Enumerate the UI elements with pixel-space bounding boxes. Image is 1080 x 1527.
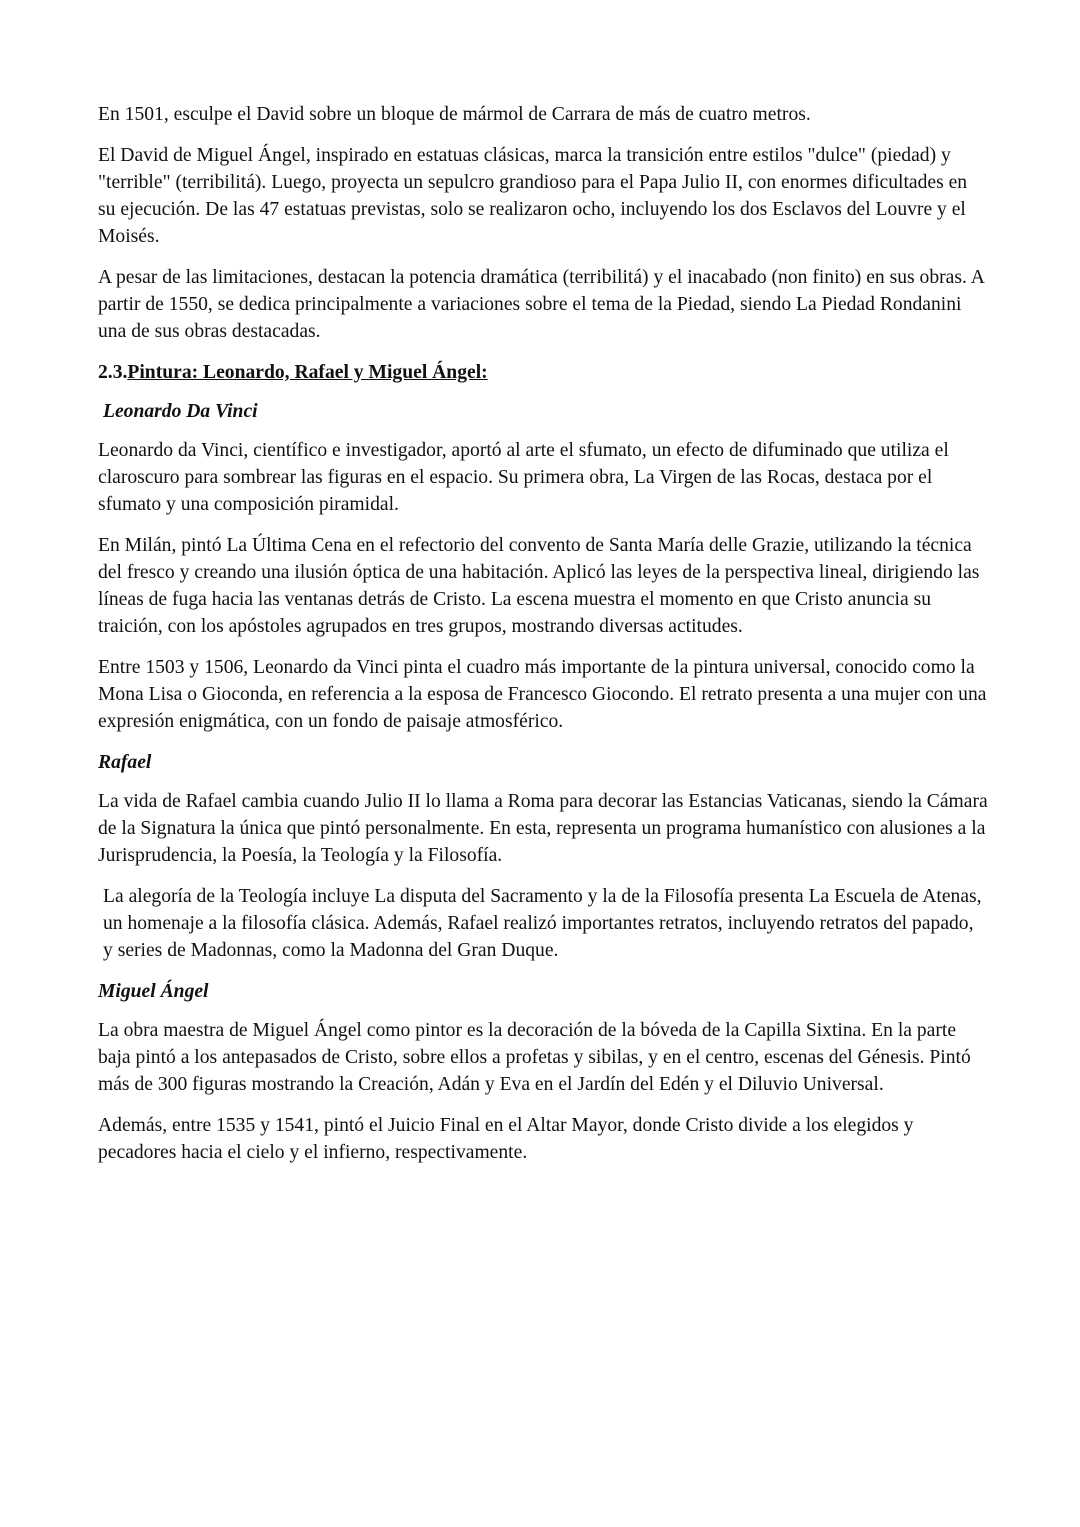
document-page [98,101,988,1180]
paragraph-leonardo-ultima-cena: En Milán, pintó La Última Cena en el refectorio del convento de Santa María delle Grazie, utilizando la técnica del fresco y creando una ilusión óptica de una habitación. Aplicó las leyes de la perspectiva lineal, dirigiendo las líneas de fuga hacia las ventanas detrás de Cristo. La escena muestra el momento en que Cristo anuncia su traición, con los apóstoles agrupados en tres grupos, mostrando diversas actitudes. [98,535,980,637]
section-heading [98,359,988,386]
section-number: 2.3. [98,362,128,383]
paragraph-rafael-estancias: La vida de Rafael cambia cuando Julio II lo llama a Roma para decorar las Estancias Vaticanas, siendo la Cámara de la Signatura la única que pintó personalmente. En esta, representa un programa humanístico con alusiones a la Jurisprudencia, la Poesía, la Teología y la Filosofía. [98,791,988,866]
section-title: Pintura: Leonardo, Rafael y Miguel Ángel: [127,362,488,383]
paragraph-rafael-alegoria: La alegoría de la Teología incluye La disputa del Sacramento y la de la Filosofía presenta La Escuela de Atenas, un homenaje a la filosofía clásica. Además, Rafael realizó importantes retratos, incluyendo retratos del papado, y series de Madonnas, como la Madonna del Gran Duque. [103,886,982,961]
paragraph-david-1501: En 1501, esculpe el David sobre un bloque de mármol de Carrara de más de cuatro metros. [98,104,811,125]
heading-leonardo: Leonardo Da Vinci [103,401,258,422]
paragraph-limitations: A pesar de las limitaciones, destacan la potencia dramática (terribilitá) y el inacabado (non finito) en sus obras. A partir de 1550, se dedica principalmente a variaciones sobre el tema de la Piedad, siendo La Piedad Rondanini una de sus obras destacadas. [98,267,984,342]
paragraph-miguel-juicio-final: Además, entre 1535 y 1541, pintó el Juicio Final en el Altar Mayor, donde Cristo divide a los elegidos y pecadores hacia el cielo y el infierno, respectivamente. [98,1115,914,1163]
paragraph-miguel-sixtina: La obra maestra de Miguel Ángel como pintor es la decoración de la bóveda de la Capilla Sixtina. En la parte baja pintó a los antepasados de Cristo, sobre ellos a profetas y sibilas, y en el centro, escenas del Génesis. Pintó más de 300 figuras mostrando la Creación, Adán y Eva en el Jardín del Edén y el Diluvio Universal. [98,1020,971,1095]
paragraph-leonardo-sfumato: Leonardo da Vinci, científico e investigador, aportó al arte el sfumato, un efecto de difuminado que utiliza el claroscuro para sombrear las figuras en el espacio. Su primera obra, La Virgen de las Rocas, destaca por el sfumato y una composición piramidal. [98,440,949,515]
heading-rafael: Rafael [98,752,152,773]
paragraph-leonardo-gioconda: Entre 1503 y 1506, Leonardo da Vinci pinta el cuadro más importante de la pintura universal, conocido como la Mona Lisa o Gioconda, en referencia a la esposa de Francesco Giocondo. El retrato presenta a una mujer con una expresión enigmática, con un fondo de paisaje atmosférico. [98,657,987,732]
paragraph-david-transition: El David de Miguel Ángel, inspirado en estatuas clásicas, marca la transición entre estilos "dulce" (piedad) y "terrible" (terribilitá). Luego, proyecta un sepulcro grandioso para el Papa Julio II, con enormes dificultades en su ejecución. De las 47 estatuas previstas, solo se realizaron ocho, incluyendo los dos Esclavos del Louvre y el Moisés. [98,145,968,247]
heading-miguel-angel: Miguel Ángel [98,981,209,1002]
